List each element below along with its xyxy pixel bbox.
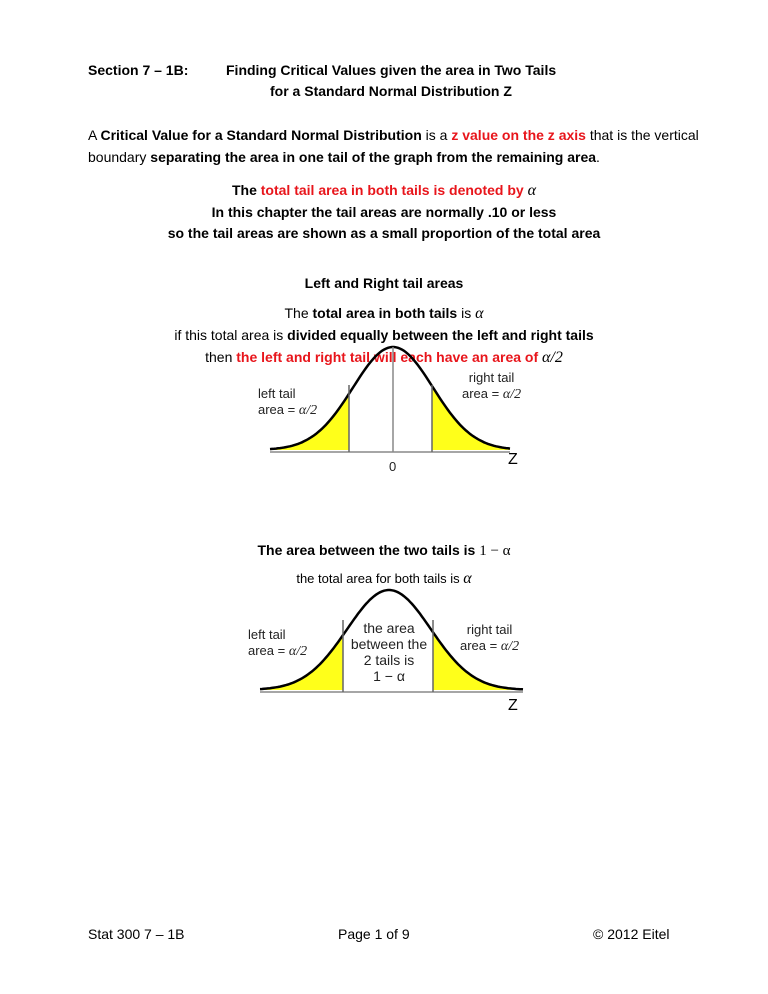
footer-copyright: © 2012 Eitel (593, 926, 670, 942)
notice-line3: so the tail areas are shown as a small proportion of the total area (167, 225, 601, 241)
graph1-z-label: Z (508, 451, 518, 468)
intro-line1: A Critical Value for a Standard Normal Distribution is a z value on the z axis that is the vertical (88, 127, 699, 143)
graph2-z-label: Z (508, 697, 518, 714)
graph1-right-label: right tail area = α/2 (462, 370, 522, 402)
graph2-middle-label: the area between the 2 tails is 1 − α (350, 620, 428, 684)
lr-line2: if this total area is divided equally between the left and right tails (174, 327, 594, 343)
section-label: Section 7 – 1B: (88, 62, 189, 78)
graph2-right-label: right tail area = α/2 (460, 622, 520, 654)
page-title-line2: for a Standard Normal Distribution Z (270, 83, 512, 99)
footer-page-number: Page 1 of 9 (338, 926, 410, 942)
footer-left: Stat 300 7 – 1B (88, 926, 185, 942)
graph1-left-label: left tail area = α/2 (258, 386, 318, 418)
intro-line2: boundary separating the area in one tail of the graph from the remaining area. (88, 149, 600, 165)
notice-line2: In this chapter the tail areas are normally .10 or less (211, 204, 557, 220)
notice-line1: The total tail area in both tails is denoted by α (231, 182, 536, 199)
graph2-left-label: left tail area = α/2 (248, 627, 308, 659)
between-sub: the total area for both tails is α (296, 570, 472, 587)
between-heading: The area between the two tails is 1 − α (257, 542, 511, 559)
lr-line1: The total area in both tails is α (284, 305, 484, 322)
lr-heading: Left and Right tail areas (304, 275, 464, 291)
graph1-zero-label: 0 (389, 459, 397, 474)
lr-line3: then the left and right tail will each have an area of α/2 (205, 349, 563, 366)
page-title-line1: Finding Critical Values given the area in Two Tails (226, 62, 557, 78)
